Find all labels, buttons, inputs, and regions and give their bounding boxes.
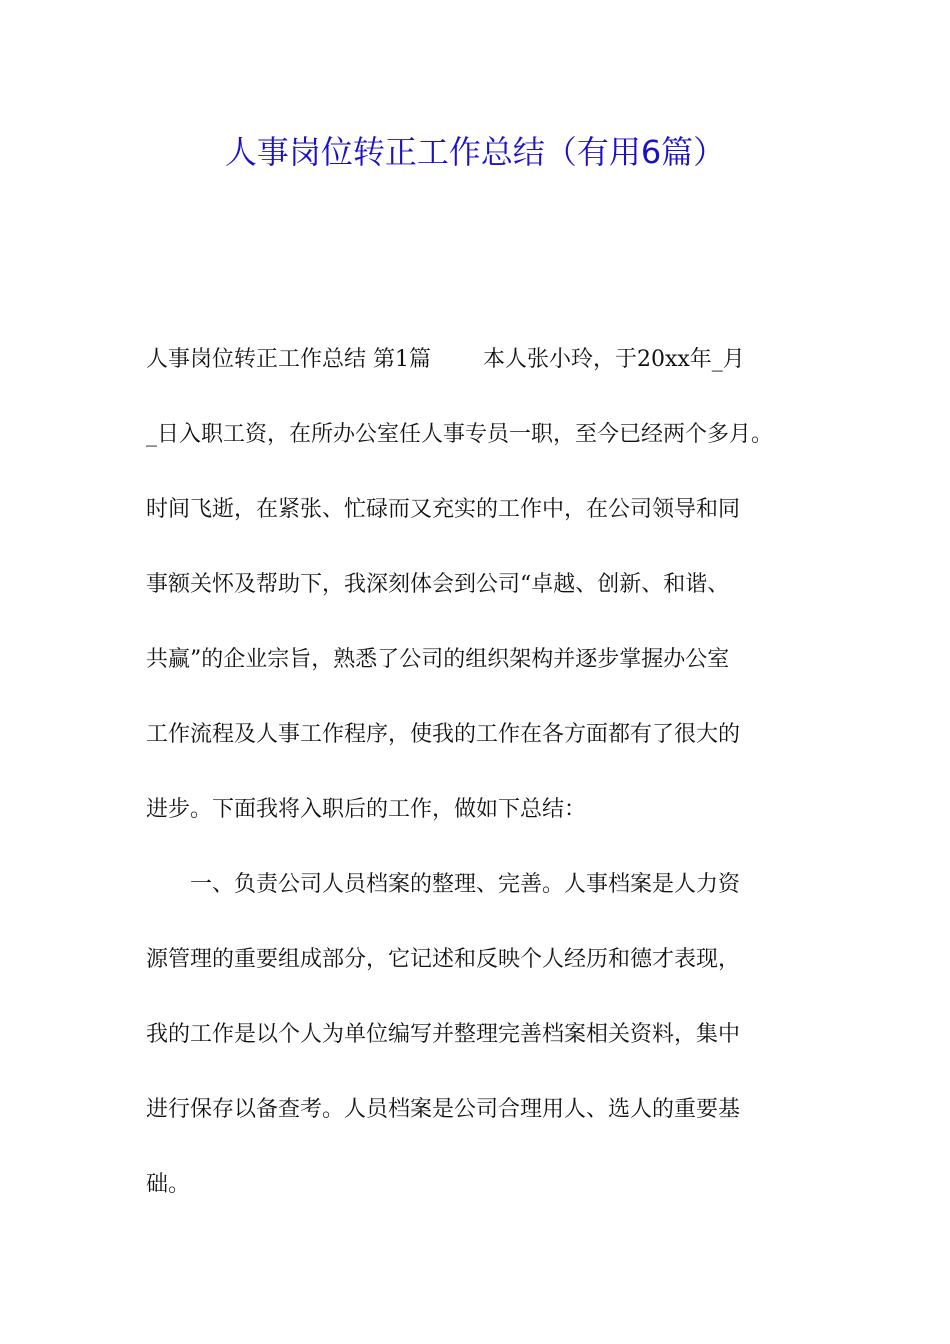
document-title: 人事岗位转正工作总结（有用6篇） (224, 133, 726, 171)
text-line: 进步。下面我将入职后的工作，做如下总结： (146, 797, 587, 822)
text-line: 进行保存以备查考。人员档案是公司合理用人、选人的重要基 (146, 1097, 741, 1122)
text-line: 我的工作是以个人为单位编写并整理完善档案相关资料，集中 (146, 1022, 741, 1047)
section-heading: 人事岗位转正工作总结 第1篇 (146, 347, 431, 372)
text-line: 时间飞逝，在紧张、忙碌而又充实的工作中，在公司领导和同 (146, 497, 741, 522)
text-line: 础。 (146, 1172, 191, 1197)
text-line (146, 336, 806, 411)
line-text: 本人张小玲，于20xx年_月 (483, 347, 745, 372)
text-line: 工作流程及人事工作程序，使我的工作在各方面都有了很大的 (146, 722, 741, 747)
text-line: 源管理的重要组成部分，它记述和反映个人经历和德才表现， (146, 947, 741, 972)
document-body (146, 336, 806, 1236)
text-line: 共赢”的企业宗旨，熟悉了公司的组织架构并逐步掌握办公室 (146, 647, 730, 672)
text-line: 事额关怀及帮助下，我深刻体会到公司“卓越、创新、和谐、 (146, 572, 730, 597)
text-line: 一、负责公司人员档案的整理、完善。人事档案是人力资 (146, 872, 741, 897)
text-line: _日入职工资，在所办公室任人事专员一职，至今已经两个多月。 (146, 422, 774, 447)
